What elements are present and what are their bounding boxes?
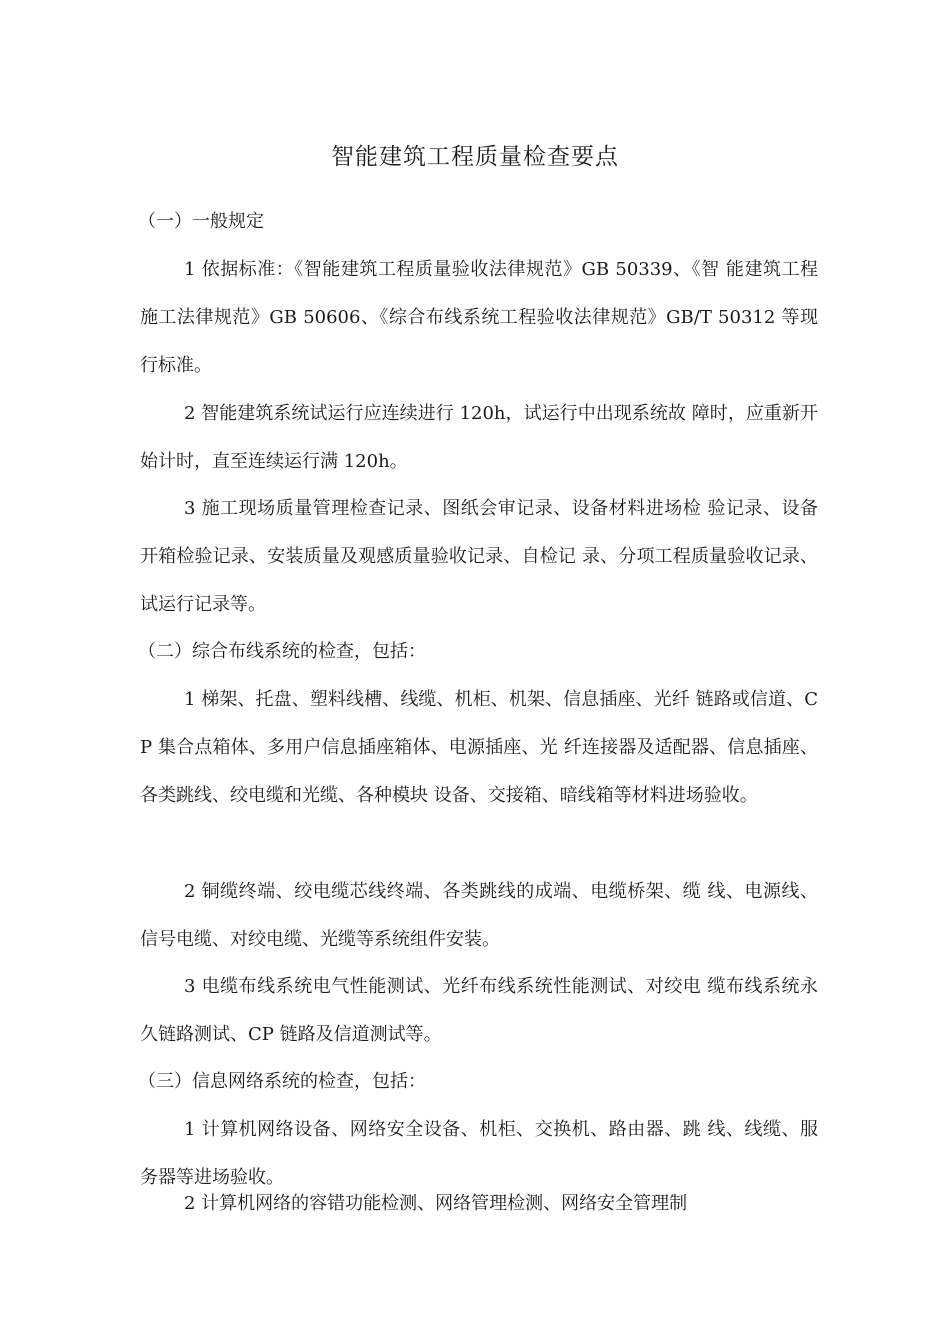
section-heading-cabling: （二）综合布线系统的检查，包括： <box>138 641 426 662</box>
paragraph-trial-run: 2 智能建筑系统试运行应连续进行 120h，试运行中出现系统故 障时，应重新开始计时，直至连续运行满 120h。 <box>140 403 818 472</box>
paragraph-cabling-testing: 3 电缆布线系统电气性能测试、光纤布线系统性能测试、对绞电 缆布线系统永久链路测试、CP 链路及信道测试等。 <box>140 976 818 1045</box>
paragraph-network-testing: 2 计算机网络的容错功能检测、网络管理检测、网络安全管理制 <box>184 1193 688 1214</box>
section-heading-general: （一）一般规定 <box>138 211 264 232</box>
document-title: 智能建筑工程质量检查要点 <box>331 144 619 170</box>
paragraph-cabling-materials: 1 梯架、托盘、塑料线槽、线缆、机柜、机架、信息插座、光纤 链路或信道、CP 集合点箱体、多用户信息插座箱体、电源插座、光 纤连接器及适配器、信息插座、各类跳线、绞电缆和光缆、各种模块 设备、交接箱、暗线箱等材料进场验收。 <box>140 689 818 806</box>
paragraph-network-equipment: 1 计算机网络设备、网络安全设备、机柜、交换机、路由器、跳 线、线缆、服务器等进场验收。 <box>140 1119 818 1188</box>
section-heading-network: （三）信息网络系统的检查，包括： <box>138 1071 426 1092</box>
paragraph-cabling-installation: 2 铜缆终端、绞电缆芯线终端、各类跳线的成端、电缆桥架、缆 线、电源线、信号电缆、对绞电缆、光缆等系统组件安装。 <box>140 881 818 950</box>
paragraph-standards: 1 依据标准：《智能建筑工程质量验收法律规范》GB 50339、《智 能建筑工程施工法律规范》GB 50606、《综合布线系统工程验收法律规范》GB/T 50312 等现行标准。 <box>140 259 818 376</box>
paragraph-records: 3 施工现场质量管理检查记录、图纸会审记录、设备材料进场检 验记录、设备开箱检验记录、安装质量及观感质量验收记录、自检记 录、分项工程质量验收记录、试运行记录等。 <box>140 498 818 615</box>
